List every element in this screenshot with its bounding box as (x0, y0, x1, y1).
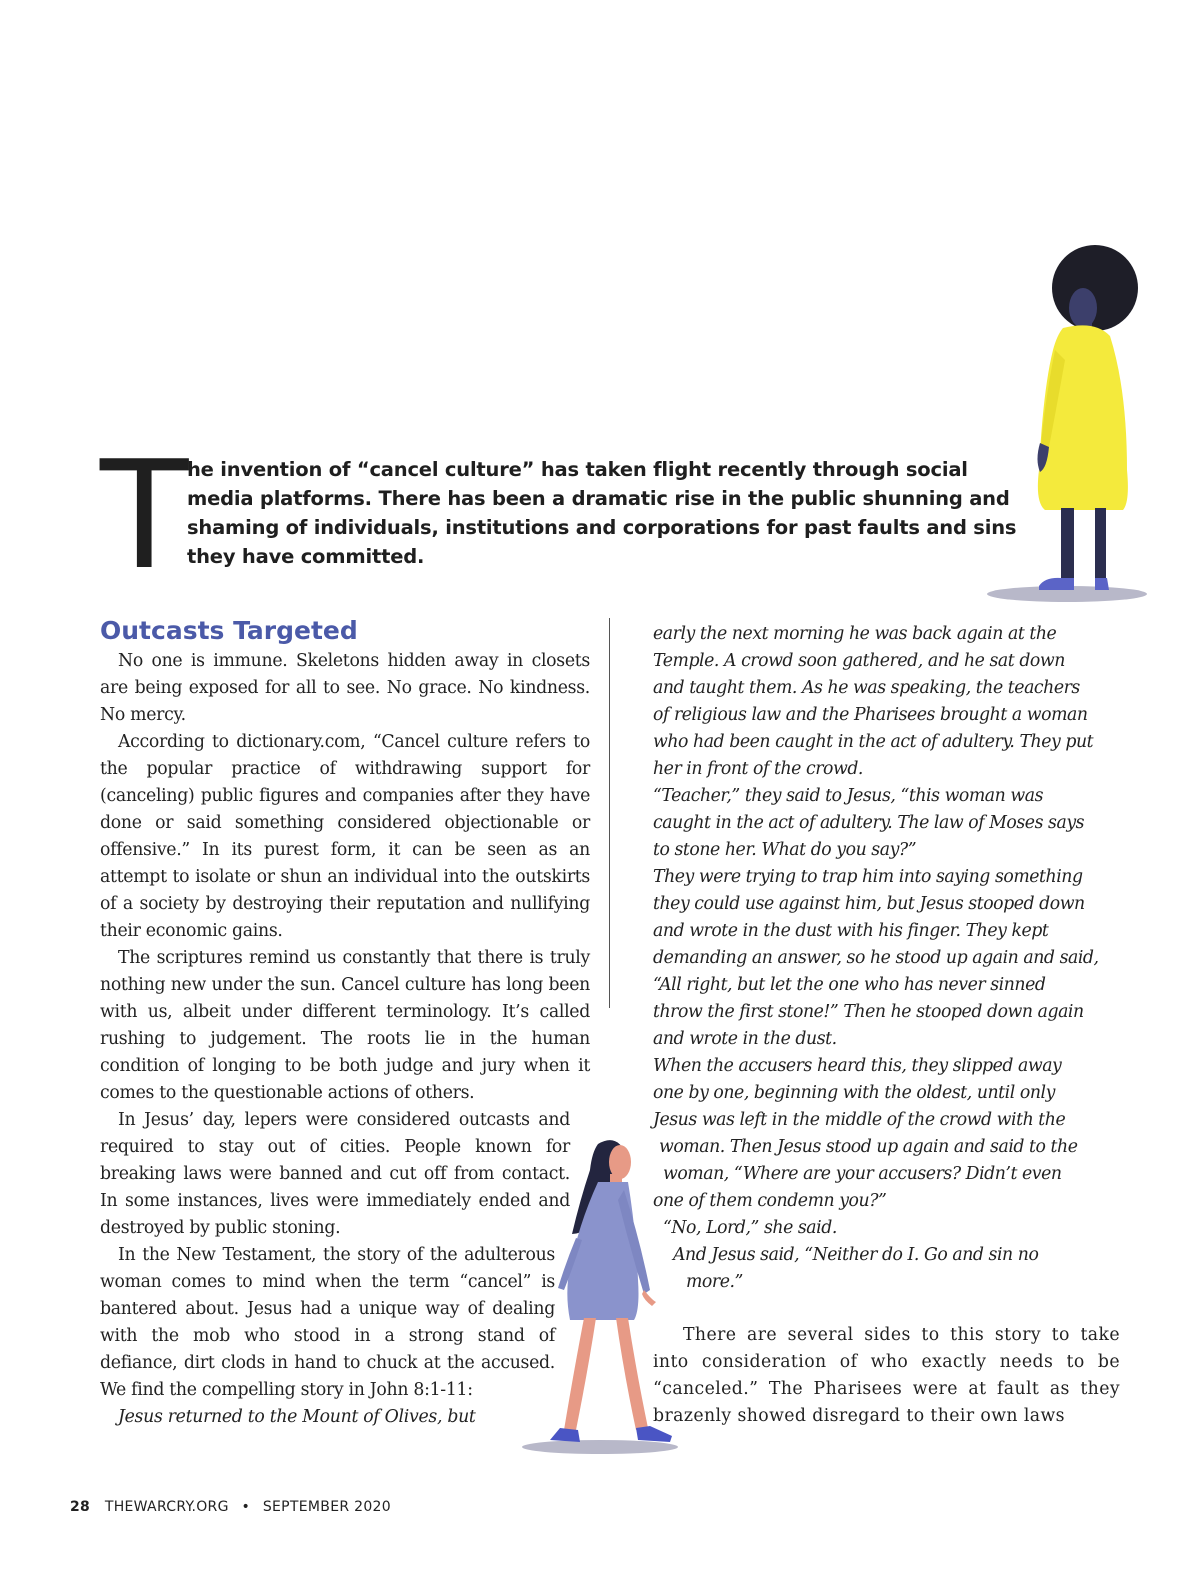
quote-line: one by one, beginning with the oldest, until only (653, 1083, 1055, 1103)
page-number: 28 (70, 1499, 91, 1515)
quote-line: woman. Then Jesus stood up again and said to the (659, 1137, 1078, 1157)
leg-right (1095, 508, 1106, 586)
quote-line: When the accusers heard this, they slipped away (653, 1056, 1062, 1076)
paragraph: In Jesus’ day, lepers were considered outcasts and required to stay out of cities. People known for breaking laws were banned and cut off from contact. In some instances, lives were immediately ended and destroyed by public stoning. (100, 1110, 570, 1238)
paragraph: No one is immune. Skeletons hidden away in closets are being exposed for all to see. No grace. No kindness. No mercy. (100, 651, 590, 725)
leg-left (1061, 508, 1074, 586)
drop-cap: T (96, 425, 193, 601)
issue-date: SEPTEMBER 2020 (262, 1499, 391, 1515)
footer-separator: • (241, 1499, 251, 1515)
right-body (653, 1322, 1120, 1430)
scripture-quote (653, 621, 1099, 1296)
quote-paragraph: early the next morning he was back again at the Temple. A crowd soon gathered, and he sat down and taught them. As he was speaking, the teachers of religious law and the Pharisees brought a woman who had been caught in the act of adultery. They put her in front of the crowd. (653, 624, 1094, 779)
site-name: THEWARCRY.ORG (104, 1499, 229, 1515)
column-divider (609, 618, 610, 1008)
intro-paragraph: he invention of “cancel culture” has taken flight recently through social media platforms. There has been a dramatic rise in the public shunning and shaming of individuals, institutions and corporations for past faults and sins they have committed. (187, 458, 1017, 568)
paragraph: In the New Testament, the story of the adulterous woman comes to mind when the term “cancel” is bantered about. Jesus had a unique way of dealing with the mob who stood in a strong stand of defiance, dirt clods in hand to chuck at the accused. We find the compelling story in John 8:1-11: (100, 1245, 555, 1400)
paragraph: The scriptures remind us constantly that there is truly nothing new under the sun. Cancel culture has long been with us, albeit under different terminology. It’s called rushing to judgement. The roots lie in the human condition of longing to be both judge and jury when it comes to the questionable actions of others. (100, 948, 590, 1103)
shoe-left (1039, 578, 1074, 590)
paragraph: There are several sides to this story to take into consideration of who exactly needs to be “canceled.” The Pharisees were at fault as they brazenly showed disregard to their own laws (653, 1325, 1120, 1426)
leg-front (616, 1318, 648, 1430)
quote-line: Jesus was left in the middle of the crowd with the (653, 1110, 1066, 1130)
face (609, 1145, 631, 1179)
quote-line: And Jesus said, “Neither do I. Go and sin no (673, 1245, 1039, 1265)
section-heading: Outcasts Targeted (100, 616, 358, 645)
left-column (100, 648, 590, 1431)
shoe-right (1095, 578, 1109, 590)
quote-line: one of them condemn you?” (653, 1191, 887, 1211)
page-footer (70, 1499, 391, 1515)
paragraph: According to dictionary.com, “Cancel culture refers to the popular practice of withdrawing support for (canceling) public figures and companies after they have done or said something considered objectionable or offensive.” In its purest form, it can be seen as an attempt to isolate or shun an individual into the outskirts of a society by destroying their reputation and nullifying their economic gains. (100, 732, 590, 941)
quote-line: “No, Lord,” she said. (663, 1218, 837, 1238)
quote-line: more.” (686, 1272, 743, 1292)
quote-paragraph: “Teacher,” they said to Jesus, “this woman was caught in the act of adultery. The law of Moses says to stone her. What do you say?” (653, 786, 1085, 860)
ground-shadow (522, 1440, 678, 1454)
scripture-start: Jesus returned to the Mount of Olives, but (118, 1407, 476, 1427)
quote-paragraph: They were trying to trap him into saying something they could use against him, but Jesus stooped down and wrote in the dust with his finger. They kept demanding an answer, so he stood up again and said, “All right, but let the one who has never sinned throw the first stone!” Then he stooped down again and wrote in the dust. (653, 867, 1099, 1049)
quote-line: woman, “Where are your accusers? Didn’t even (663, 1164, 1062, 1184)
